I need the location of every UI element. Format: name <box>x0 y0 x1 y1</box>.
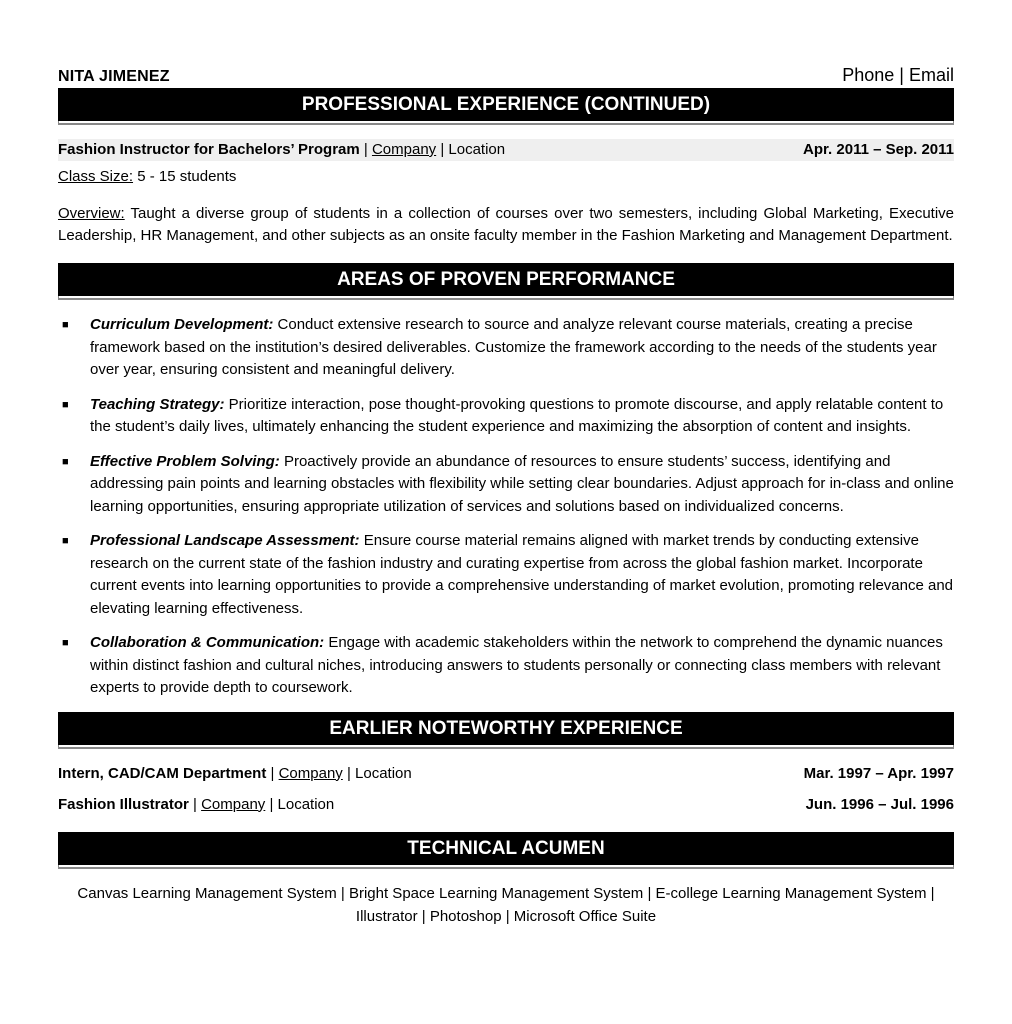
earlier-job-title: Intern, CAD/CAM Department <box>58 764 267 782</box>
resume-page <box>58 60 954 928</box>
contact-info: Phone | Email <box>842 65 954 85</box>
area-text: Proactively provide an abundance of resources to ensure students’ success, identifying and addressing pain points and learning obstacles with flexibility while setting clear boundaries. Adjust approach for in-class and online learning opportunities, ensuring appropriate utilization of services and solutions based on individualized concerns. <box>90 452 954 515</box>
earlier-job-title-line <box>58 763 412 785</box>
bullet-icon: ■ <box>62 455 69 468</box>
separator: | <box>359 141 372 158</box>
earlier-job-dates: Jun. 1996 – Jul. 1996 <box>805 795 954 813</box>
earlier-job-row <box>58 763 954 785</box>
area-heading: Curriculum Development: <box>90 316 274 333</box>
area-heading: Collaboration & Communication: <box>90 634 325 651</box>
job-dates: Apr. 2011 – Sep. 2011 <box>803 141 954 158</box>
candidate-name: NITA JIMENEZ <box>58 68 170 85</box>
section-header-technical: TECHNICAL ACUMEN <box>58 832 954 865</box>
area-text: Prioritize interaction, pose thought-provoking questions to promote discourse, and apply relatable content to the student’s daily lives, ultimately enhancing the student experience and maximizing the absorption of content and insights. <box>90 395 944 435</box>
earlier-job-dates: Mar. 1997 – Apr. 1997 <box>803 764 954 782</box>
overview-text: Taught a diverse group of students in a collection of courses over two semesters, including Global Marketing, Executive Leadership, HR Management, and other subjects as an onsite faculty member in the Fashion Marketing and Management Department. <box>58 205 954 244</box>
section-header-areas: AREAS OF PROVEN PERFORMANCE <box>58 263 954 296</box>
area-heading: Effective Problem Solving: <box>90 452 280 470</box>
overview <box>58 203 954 247</box>
separator: | <box>188 795 202 813</box>
area-text: Conduct extensive research to source and analyze relevant course materials, creating a precise framework based on the institution’s desired deliverables. Customize the framework according to the needs of the students year over year, ensuring consistent and meaningful delivery. <box>90 316 937 378</box>
company-link[interactable]: Company <box>278 764 343 782</box>
technical-skills: Canvas Learning Management System | Bright Space Learning Management System | E-college Learning Management System | Illustrator | Photoshop | Microsoft Office Suite <box>77 884 935 925</box>
header <box>58 60 954 86</box>
class-size-value: 5 - 15 students <box>133 168 237 185</box>
earlier-job-location: Location <box>355 764 412 782</box>
bullet-icon: ■ <box>62 637 69 649</box>
separator: | <box>266 764 279 782</box>
job-row <box>58 139 954 161</box>
list-item <box>58 451 954 519</box>
areas-list <box>58 314 954 700</box>
bullet-icon: ■ <box>62 319 69 331</box>
company-link[interactable]: Company <box>371 141 437 158</box>
earlier-job-row <box>58 794 954 816</box>
earlier-job-title: Fashion Illustrator <box>58 795 189 813</box>
separator: | <box>265 795 278 813</box>
company-link[interactable]: Company <box>201 795 266 813</box>
class-size-label: Class Size: <box>58 168 134 185</box>
class-size <box>58 166 954 188</box>
job-location: Location <box>448 141 506 158</box>
list-item <box>58 314 954 382</box>
overview-label: Overview: <box>58 205 125 222</box>
bullet-icon: ■ <box>62 398 69 411</box>
separator: | <box>342 764 356 782</box>
section-header-professional: PROFESSIONAL EXPERIENCE (CONTINUED) <box>58 88 954 121</box>
separator: | <box>436 141 449 158</box>
job-title-line <box>58 139 505 161</box>
list-item <box>58 530 954 620</box>
list-item <box>58 632 954 700</box>
section-header-earlier: EARLIER NOTEWORTHY EXPERIENCE <box>58 712 954 745</box>
earlier-job-title-line <box>58 794 334 816</box>
bullet-icon: ■ <box>62 535 69 547</box>
area-text: Engage with academic stakeholders within the network to comprehend the dynamic nuances within distinct fashion and cultural niches, introducing answers to students personally or connecting class members with relevant experts to provide depth to coursework. <box>90 634 943 696</box>
list-item <box>58 394 954 439</box>
earlier-job-location: Location <box>277 795 335 813</box>
area-heading: Teaching Strategy: <box>90 395 225 413</box>
area-heading: Professional Landscape Assessment: <box>90 532 360 549</box>
job-title: Fashion Instructor for Bachelors’ Program <box>58 141 360 158</box>
area-text: Ensure course material remains aligned with market trends by conducting extensive research on the current state of the fashion industry and curating expertise from across the global fashion market. Incorporate current events into learning opportunities to provide a comprehensive understanding of market evolution, promoting relevance and elevating learning effectiveness. <box>90 532 954 617</box>
